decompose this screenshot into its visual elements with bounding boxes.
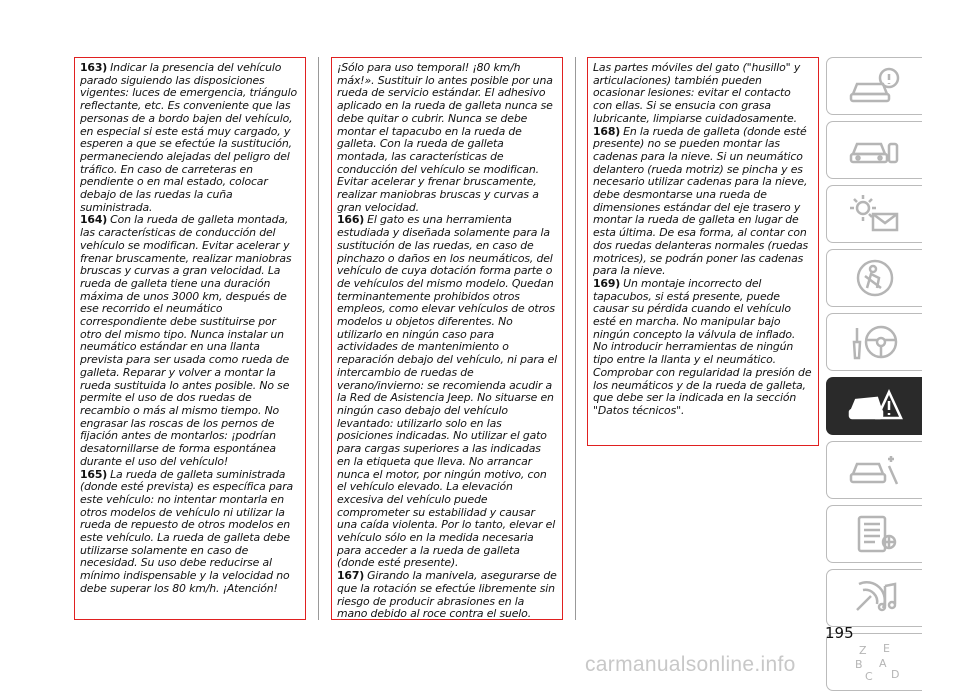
note-number: 169) [593,276,621,290]
note-163 [80,62,300,214]
index-letter: Z [858,644,867,657]
chapter-tabs [826,57,922,697]
index-letter: B [854,658,863,671]
note-number: 167) [337,569,365,583]
index-letter: E [882,642,890,655]
column-divider [318,57,319,620]
tab-technical-data[interactable] [826,505,922,563]
note-167 [337,570,557,621]
index-letter: D [890,668,899,681]
tab-safety-systems[interactable] [826,249,922,307]
tab-maintenance[interactable] [826,441,922,499]
note-165 [80,469,300,596]
note-text: La rueda de galleta suministrada (donde esté prevista) es específica para este vehículo: no intentar montarla en otros modelos de vehículo ni utilizar la rueda de repuesto de otros modelos en este vehículo. La rueda de galleta debe utilizarse solamente en caso de necesidad. Su uso debe reducirse al mínimo indispensable y la velocidad no debe superar los 80 km/h. ¡Atención! [80,467,294,595]
tab-multimedia[interactable] [826,569,922,627]
note-167-continued: Las partes móviles del gato ("husillo" y articulaciones) también pueden ocasionar lesiones: evitar el contacto con ellas. Si se ensucia con grasa lubricante, limpiarse cuidadosamente. [593,61,801,125]
page-number: 195 [825,624,854,642]
note-number: 163) [80,61,108,74]
note-number: 166) [337,213,365,227]
car-info-icon [847,64,903,108]
note-text: El gato es una herramienta estudiada y diseñada solamente para la sustitución de las ruedas, en caso de pinchazo o daños en los neumáticos, del vehículo de cuya dotación forma parte o de vehículos del mismo modelo. Quedan terminantemente prohibidos otros empleos, como elevar vehículos de otros modelos u objetos diferentes. No utilizarlo en ningún caso para actividades de mantenimiento o reparación debajo del vehículo, ni para el intercambio de ruedas de verano/invierno: se recomienda acudir a la Red de Asistencia Jeep. No situarse en ningún caso debajo del vehículo levantado: utilizarlo solo en las posiciones indicadas. No utilizar el gato para cargas superiores a las indicadas en la etiqueta que lleva. No arrancar nunca el motor, por ningún motivo, con el vehículo elevado. La elevación excesiva del vehículo puede comprometer su estabilidad y causar una caída violenta. Por lo tanto, elevar el vehículo sólo en la medida necesaria para acceder a la rueda de galleta (donde esté presente). [337,213,557,570]
tab-lights[interactable] [826,185,922,243]
note-166 [337,214,557,570]
tab-safety[interactable] [826,121,922,179]
note-number: 164) [80,213,108,227]
note-168 [593,126,813,278]
car-keys-icon [847,128,903,172]
multimedia-icon [847,576,903,620]
tab-emergency[interactable] [826,377,922,435]
steering-wheel-icon [847,320,903,364]
index-letter: A [878,657,887,670]
note-164 [80,214,300,468]
note-text: Girando la manivela, asegurarse de que la rotación se efectúe libremente sin riesgo de producir abrasiones en la mano debido al roce contra el suelo. [337,569,557,621]
index-letter: C [864,670,873,683]
note-text: En la rueda de galleta (donde esté presente) no se pueden montar las cadenas para la nieve. Si un neumático delantero (rueda motriz) se pincha y es necesario utilizar cadenas para la nieve, debe desmontarse una rueda de dimensiones estándar del eje trasero y montar la rueda de galleta en lugar de esta última. De esa forma, al contar con dos ruedas delanteras normales (ruedas motrices), se podrán poner las cadenas para la nieve. [593,124,809,278]
car-emergency-icon [847,384,903,428]
alphabetical-index-icon [847,640,903,684]
note-text: Con la rueda de galleta montada, las características de conducción del vehículo se modifican. Evitar acelerar y frenar bruscamente, realizar maniobras bruscas y curvas a gran velocidad. La rueda de galleta tiene una duración máxima de unos 3000 km, después de ese recorrido el neumático correspondiente debe sustituirse por otro del mismo tipo. Nunca instalar un neumático estándar en una llanta prevista para ser usada como rueda de galleta. Reparar y volver a montar la rueda sustituida lo antes posible. No se permite el uso de dos ruedas de recambio o más al mismo tiempo. No engrasar las roscas de los pernos de fijación antes de montarlos: ¡podrían desatornillarse de forma espontánea durante el uso del vehículo! [80,213,292,468]
note-169 [593,278,813,418]
warning-column-2 [331,57,563,620]
note-text: Indicar la presencia del vehículo parado siguiendo las disposiciones vigentes: luces de emergencia, triángulo reflectante, etc. Es conveniente que las personas de a bordo bajen del vehículo, en especial si este está muy cargado, y esperen a que se efectúe la sustitución, permaneciendo alejadas del peligro del tráfico. En caso de carreteras en pendiente o en mal estado, colocar debajo de las ruedas la cuña suministrada. [80,61,298,214]
tab-starting-driving[interactable] [826,313,922,371]
note-text: Un montaje incorrecto del tapacubos, si está presente, puede causar su pérdida cuando el vehículo esté en marcha. No manipular bajo ningún concepto la válvula de inflado. No introducir herramientas de ningún tipo entre la llanta y el neumático. Comprobar con regularidad la presión de los neumáticos y de la rueda de galleta, que debe ser la indicada en la sección "Datos técnicos". [593,276,812,417]
car-maintenance-icon [847,448,903,492]
note-number: 165) [80,467,108,481]
technical-data-icon [847,512,903,556]
tab-knowing-vehicle[interactable] [826,57,922,115]
lights-envelope-icon [847,192,903,236]
warning-column-1 [74,57,306,620]
note-165-continued: ¡Sólo para uso temporal! ¡80 km/h máx!». Sustituir lo antes posible por una rueda de servicio estándar. El adhesivo aplicado en la rueda de galleta nunca se debe quitar o cubrir. Nunca se debe montar el tapacubo en la rueda de galleta. Con la rueda de galleta montada, las características de conducción del vehículo se modifican. Evitar acelerar y frenar bruscamente, realizar maniobras bruscas y curvas a gran velocidad. [337,61,553,214]
column-divider [575,57,576,620]
warning-column-3 [587,57,819,446]
watermark: carmanualsonline.info [585,653,796,676]
seatbelt-airbag-icon [847,256,903,300]
note-number: 168) [593,124,621,138]
